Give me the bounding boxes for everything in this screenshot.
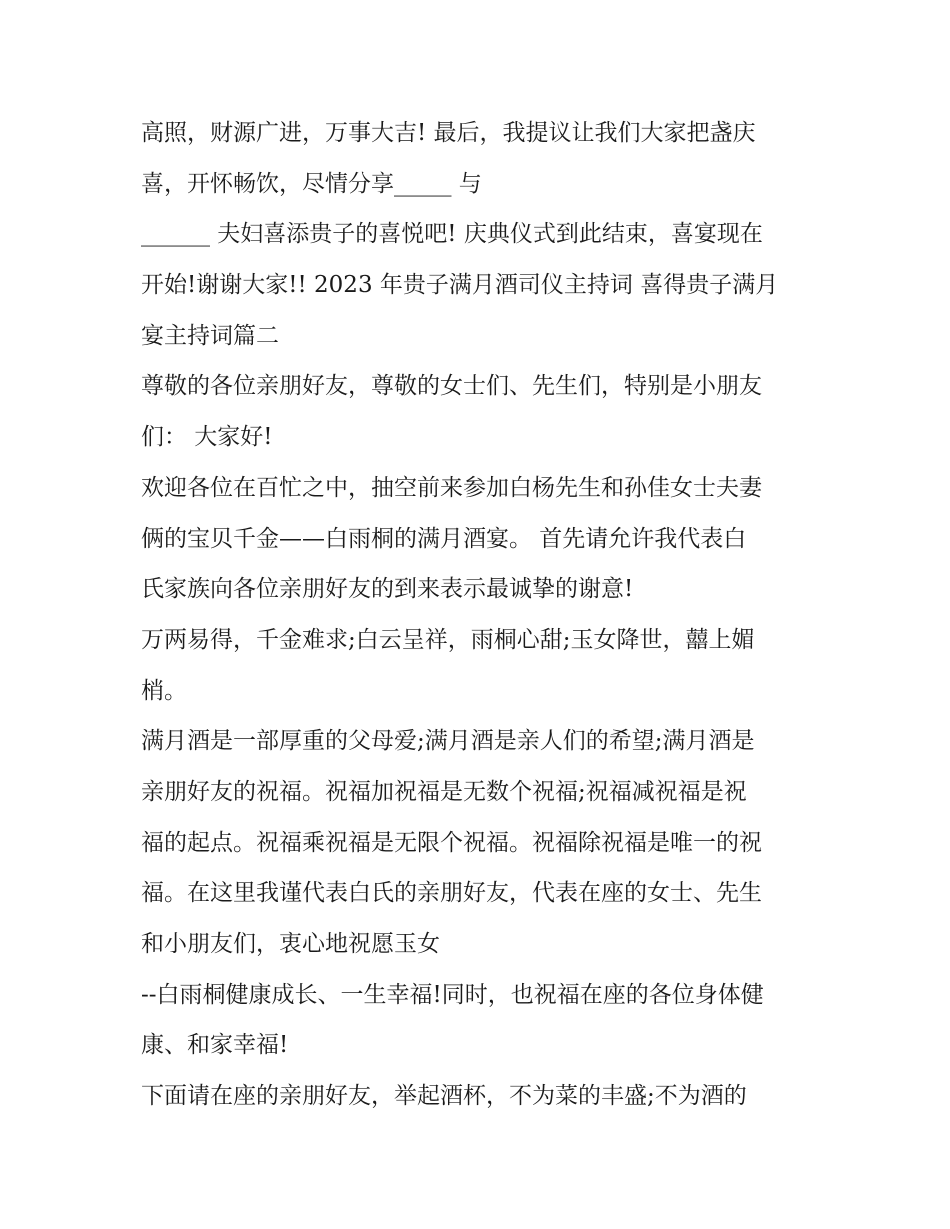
text-line: 们： 大家好! <box>141 424 273 451</box>
text-line: 尊敬的各位亲朋好友，尊敬的女士们、先生们，特别是小朋友 <box>141 373 762 400</box>
text-line: 欢迎各位在百忙之中，抽空前来参加白杨先生和孙佳女士夫妻 <box>141 474 762 501</box>
text-line: 和小朋友们，衷心地祝愿玉女 <box>141 931 440 957</box>
text-line: 满月酒是一部厚重的父母爱;满月酒是亲人们的希望;满月酒是 <box>141 728 755 755</box>
text-line: 氏家族向各位亲朋好友的到来表示最诚挚的谢意! <box>141 576 634 603</box>
text-line: --白雨桐健康成长、一生幸福!同时，也祝福在座的各位身体健 <box>141 981 764 1008</box>
text-line: 梢。 <box>141 677 187 704</box>
text-line: 宴主持词篇二 <box>141 322 279 349</box>
text-line: 俩的宝贝千金——白雨桐的满月酒宴。 首先请允许我代表白 <box>141 525 747 552</box>
document-body <box>141 108 821 1122</box>
text-line: 万两易得，千金难求;白云呈祥，雨桐心甜;玉女降世，囍上媚 <box>141 626 755 653</box>
text-line: 康、和家幸福! <box>141 1032 289 1059</box>
text-line: 亲朋好友的祝福。祝福加祝福是无数个祝福;祝福减祝福是祝 <box>141 778 747 805</box>
text-line: 开始!谢谢大家!! 2023 年贵子满月酒司仪主持词 喜得贵子满月 <box>141 272 779 299</box>
text-line: 福的起点。祝福乘祝福是无限个祝福。祝福除祝福是唯一的祝 <box>141 829 762 856</box>
text-line: 下面请在座的亲朋好友，举起酒杯，不为菜的丰盛;不为酒的 <box>141 1083 747 1110</box>
text-line: 喜，开怀畅饮，尽情分享_____ 与 <box>141 170 482 197</box>
text-line: 福。在这里我谨代表白氏的亲朋好友，代表在座的女士、先生 <box>141 880 762 907</box>
text-line: ______ 夫妇喜添贵子的喜悦吧! 庆典仪式到此结束，喜宴现在 <box>141 221 763 248</box>
text-line: 高照，财源广进，万事大吉! 最后，我提议让我们大家把盏庆 <box>141 120 756 146</box>
